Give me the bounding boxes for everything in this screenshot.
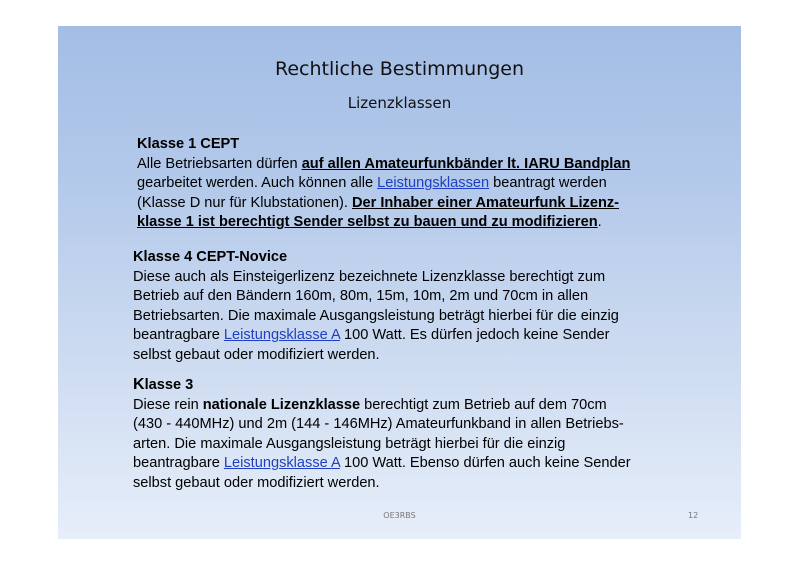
klasse-4-line-2: Betrieb auf den Bändern 160m, 80m, 15m, 10m, 2m und 70cm in allen [133,288,589,304]
klasse-4-line-3: Betriebsarten. Die maximale Ausgangsleistung beträgt hierbei für die einzig [133,307,619,324]
text-span: beantragt werden [489,175,607,191]
klasse-4-line-4 [133,326,693,346]
inhaber-emphasis-1: Der Inhaber einer Amateurfunk Lizenz- [351,194,620,211]
klasse-3-line-2: (430 - 440MHz) und 2m (144 - 146MHz) Amateurfunkband in allen Betriebs- [133,416,624,432]
text-span: beantragbare [133,327,224,343]
text-span: beantragbare [133,455,224,471]
klasse-3-line-1 [133,396,693,416]
klasse-3-line-4 [133,454,693,474]
footer-text: OE3RBS [383,511,416,520]
klasse-1-line-2 [137,174,677,194]
text-span: . [597,214,602,230]
klasse-1-line-4 [137,213,677,233]
text-span: (Klasse D nur für Klubstationen). [137,194,352,211]
text-span: 100 Watt. Es dürfen jedoch keine Sender [339,327,610,343]
text-span: berechtigt zum Betrieb auf dem 70cm [360,396,607,413]
text-span: gearbeitet werden. Auch können alle [137,175,378,191]
klasse-1-line-1 [137,155,677,175]
klasse-4-line-1: Diese auch als Einsteigerlizenz bezeichnete Lizenzklasse berechtigt zum [133,268,606,285]
inhaber-emphasis-2: klasse 1 ist berechtigt Sender selbst zu bauen und zu modifizieren [137,214,598,230]
slide [58,26,741,539]
slide-title: Rechtliche Bestimmungen [275,58,524,80]
nationale-lizenzklasse-emphasis: nationale Lizenzklasse [202,396,361,413]
text-span: 100 Watt. Ebenso dürfen auch keine Sender [339,455,631,471]
leistungsklasse-a-link[interactable]: Leistungsklasse A [223,455,340,471]
leistungsklassen-link[interactable]: Leistungsklassen [377,175,490,191]
slide-subtitle: Lizenzklassen [347,94,452,112]
klasse-3-line-3: arten. Die maximale Ausgangsleistung beträgt hierbei für die einzig [133,435,566,452]
heading-initial: K [133,376,145,393]
text-span: Diese rein [133,396,203,413]
klasse-4-heading: Klasse 4 CEPT-Novice [133,249,288,265]
page-number: 12 [688,511,699,520]
leistungsklasse-a-link[interactable]: Leistungsklasse A [223,327,340,343]
klasse-4-line-5: selbst gebaut oder modifiziert werden. [133,346,380,363]
klasse-1-section [137,135,677,233]
klasse-3-heading [133,375,693,396]
klasse-4-section [133,248,693,365]
klasse-1-line-3 [137,194,677,214]
heading-rest: lasse 3 [144,377,194,393]
iaru-bandplan-emphasis: auf allen Amateurfunkbänder lt. IARU Bandplan [301,155,631,172]
klasse-1-heading: Klasse 1 CEPT [137,136,240,152]
text-span: Alle Betriebsarten dürfen [137,155,302,172]
klasse-3-section [133,375,693,493]
klasse-3-line-5: selbst gebaut oder modifiziert werden. [133,474,380,491]
